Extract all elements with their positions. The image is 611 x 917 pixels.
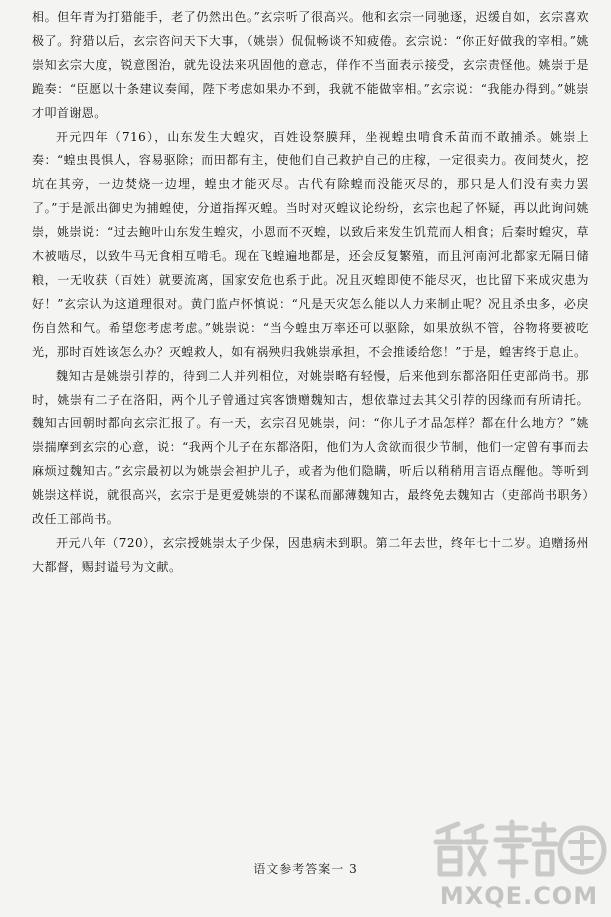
paragraph-1: 相。但年青为打猎能手，老了仍然出色。”玄宗听了很高兴。他和玄宗一同驰逐，迟缓自如，玄宗喜欢极了。狩猎以后，玄宗咨问天下大事，（姚崇）侃侃畅谈不知疲倦。玄宗说：“你正好做我的宰相。”姚崇知玄宗大度，锐意图治，就先设法来巩固他的意志，佯作不当面表示接受，玄宗责怪他。姚崇于是跪奏：“臣愿以十条建议奏闻，陛下考虑如果办不到，我就不能做宰相。”玄宗说：“我能办得到。”姚崇才叩首谢恩。 bbox=[32, 10, 589, 120]
page-footer: 语文参考答案一 3 bbox=[253, 862, 358, 876]
watermark-url: MXQE.COM bbox=[439, 882, 599, 910]
paragraph-2: 开元四年（716），山东发生大蝗灾，百姓设祭膜拜，坐视蝗虫啃食禾苗而不敢捕杀。姚崇上奏：“蝗虫畏惧人，容易驱除；而田都有主，使他们自己救护自己的庄稼，一定很卖力。夜间焚火，挖坑在其旁，一边焚烧一边埋，蝗虫才能灭尽。古代有除蝗而没能灭尽的，那只是人们没有卖力罢了。”于是派出御史为捕蝗使，分道指挥灭蝗。当时对灭蝗议论纷纷，玄宗也起了怀疑，再以此询问姚崇，姚崇说：“过去鲍叶山东发生蝗灾，小恩而不灭蝗，以致后来发生饥荒而人相食；后秦时蝗灾，草木被啮尽，以致牛马无食相互啃毛。现在飞蝗遍地都是，还会反复繁殖，而且河南河北都家无隔日储粮，一无收获（百姓）就要流离，国家安危也系于此。况且灭蝗即使不能尽灭，也比留下来成灾患为好！”玄宗认为这道理很对。黄门监卢怀慎说：“凡是天灾怎么能以人力来制止呢？况且杀虫多，必戾伤自然和气。希望您考虑考虑。”姚崇说：“当今蝗虫万率还可以驱除，如果放纵不管，谷物将要被吃光，那时百姓该怎么办？灭蝗救人，如有祸殃归我姚崇承担，不会推诿给您！”于是，蝗害终于息止。 bbox=[32, 129, 589, 359]
paragraph-3: 魏知古是姚崇引荐的，待到二人并列相位，对姚崇略有轻慢，后来他到东都洛阳任吏部尚书。那时，姚崇有二子在洛阳，两个儿子曾通过宾客馈赠魏知古，想依靠过去其父引荐的因缘而有所请托。魏知古回朝时都向玄宗汇报了。有一天，玄宗召见姚崇，问：“你儿子才品怎样？都在什么地方？”姚崇揣摩到玄宗的心意，说：“我两个儿子在东都洛阳，他们为人贪欲而很少节制，他们一定曾有事而去麻烦过魏知古。”玄宗最初以为姚崇会袒护儿子，或者为他们隐瞒，听后以稍稍用言语点醒他。等听到姚崇这样说，就很高兴，玄宗于是更爱姚崇的不谋私而鄙薄魏知古，最终免去魏知古（吏部尚书职务）改任工部尚书。 bbox=[32, 368, 589, 527]
paragraph-4: 开元八年（720），玄宗授姚崇太子少保，因患病未到职。第二年去世，终年七十二岁。追赠扬州大都督，赐封谥号为文献。 bbox=[32, 535, 589, 574]
site-watermark bbox=[430, 818, 608, 914]
translation-text bbox=[32, 6, 589, 580]
watermark-logo-icon bbox=[430, 818, 608, 882]
